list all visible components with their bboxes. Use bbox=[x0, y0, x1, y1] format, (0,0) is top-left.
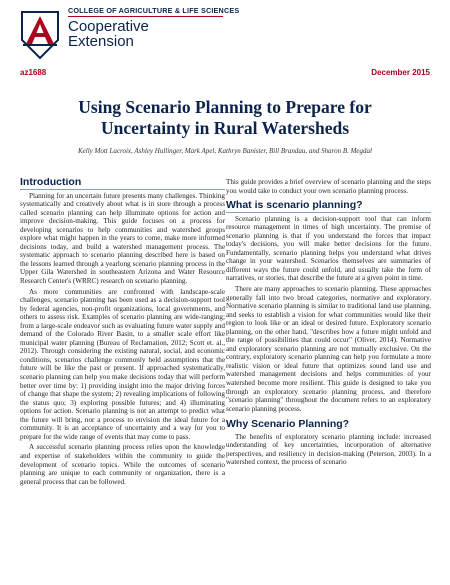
why-paragraph-1: The benefits of exploratory scenario planning include: increased understanding of key uncertainties, incorporation of alternative perspectives, and resiliency in decision-making (Peterson, 2003). In a watershed context, the process of scenario bbox=[226, 432, 431, 467]
header bbox=[0, 0, 450, 62]
authors: Kelly Mott Lacroix, Ashley Hullinger, Mark Apel, Kathryn Banister, Bill Brandau, and Sharon B. Megdal bbox=[78, 147, 372, 155]
extension-line-2: Extension bbox=[68, 33, 134, 50]
left-column bbox=[20, 178, 225, 582]
university-a-logo-icon bbox=[20, 8, 60, 60]
meta-row bbox=[20, 68, 430, 77]
publication-code: az1688 bbox=[20, 68, 47, 77]
what-heading: What is scenario planning? bbox=[226, 201, 431, 213]
intro-heading: Introduction bbox=[20, 178, 225, 190]
org-block bbox=[68, 6, 239, 49]
intro-paragraph-3: A successful scenario planning process relies upon the knowledge and expertise of stakeholders within the community to guide the development of scenario topics. While the outcomes of scenario planning are unique to each community or organization, there is a general process that can be followed. bbox=[20, 443, 225, 486]
header-rule bbox=[68, 16, 223, 17]
document-title: Using Scenario Planning to Prepare for Uncertainty in Rural Watersheds bbox=[78, 97, 372, 138]
college-name: COLLEGE OF AGRICULTURE & LIFE SCIENCES bbox=[68, 6, 240, 15]
extension-line-1: Cooperative bbox=[68, 18, 149, 35]
intro-paragraph-2: As more communities are confronted with landscape-scale challenges, scenario planning has been used as a decision-support tool by federal agencies, non-profit organizations, local governments, and others to assess risk. Examples of scenario planning are wide-ranging; from a large-scale endeavor such as evaluating future water supply and demand of the Colorado River Basin, to a smaller scale effort like municipal water planning (Bureau of Reclamation, 2012; Scott et. al., 2012). Through considering the existing natural, social, and economic conditions, scenarios challenge commonly held assumptions that the future will be like the past or present. If approached systematically, scenario planning can help you make decisions today that will perform better over time by: 1) providing insight into the major driving forces of change that shape the system; 2) revealing implications of following the status quo; 3) exploring possible futures; and 4) illuminating options for action. Scenario planning is not an attempt to predict what the future will bring, nor a process to envision the ideal future for a community. It is an acceptance of uncertainty and a way for you to prepare for the wide range of events that may come to pass. bbox=[20, 287, 225, 441]
publication-date: December 2015 bbox=[371, 68, 430, 77]
guide-overview: This guide provides a brief overview of scenario planning and the steps you would take to conduct your own scenario planning process. bbox=[226, 178, 431, 195]
what-paragraph-2: There are many approaches to scenario planning. These approaches generally fall into two broad categories, normative and exploratory. Normative scenario planning is similar to traditional land use planning, and seeks to establish a vision for what communities would like their region to look like or an ideal or desired future. Exploratory scenario planning, on the other hand, "describes how a future might unfold and the range of possibilities that could occur" (Oliver, 2014). Normative and exploratory scenario planning are not mutually exclusive. On the contrary, exploratory scenario planning can help you formulate a more realistic vision or ideal future that optimizes sound land use and watershed management decisions and helps communities of your watershed become more resilient. This guide is designed to take you through an exploratory scenario planning process, and therefore "scenario planning" throughout the document refers to an exploratory scenario planning process. bbox=[226, 285, 431, 413]
why-heading: Why Scenario Planning? bbox=[226, 418, 350, 431]
right-column bbox=[226, 178, 431, 582]
what-paragraph-1: Scenario planning is a decision-support tool that can inform resource management in times of high uncertainty. The premise of scenario planning is that if you understand the forces that impact today's decisions, you will make better decisions for the future. Fundamentally, scenario planning helps you understand what drives change in your watershed. Scenarios themselves are summaries of different ways the future could unfold, and usually take the form of narratives, or stories, that describe the future at a given point in time. bbox=[226, 214, 431, 283]
intro-paragraph-1: Planning for an uncertain future presents many challenges. Thinking systematically and creatively about what is in store through a process called scenario planning can help illuminate options for action and improve decision-making. This guide focuses on a process for developing scenarios to help communities and watershed groups explore what might happen in the years to come, make more informed decisions today, and build a watershed management process. The systematic approach to scenario planning described here is based on the lessons learned through a yearlong scenario planning process in the Upper Gila Watershed in southeastern Arizona and Water Resource Research Center's (WRRC) research on scenario planning. bbox=[20, 191, 225, 286]
